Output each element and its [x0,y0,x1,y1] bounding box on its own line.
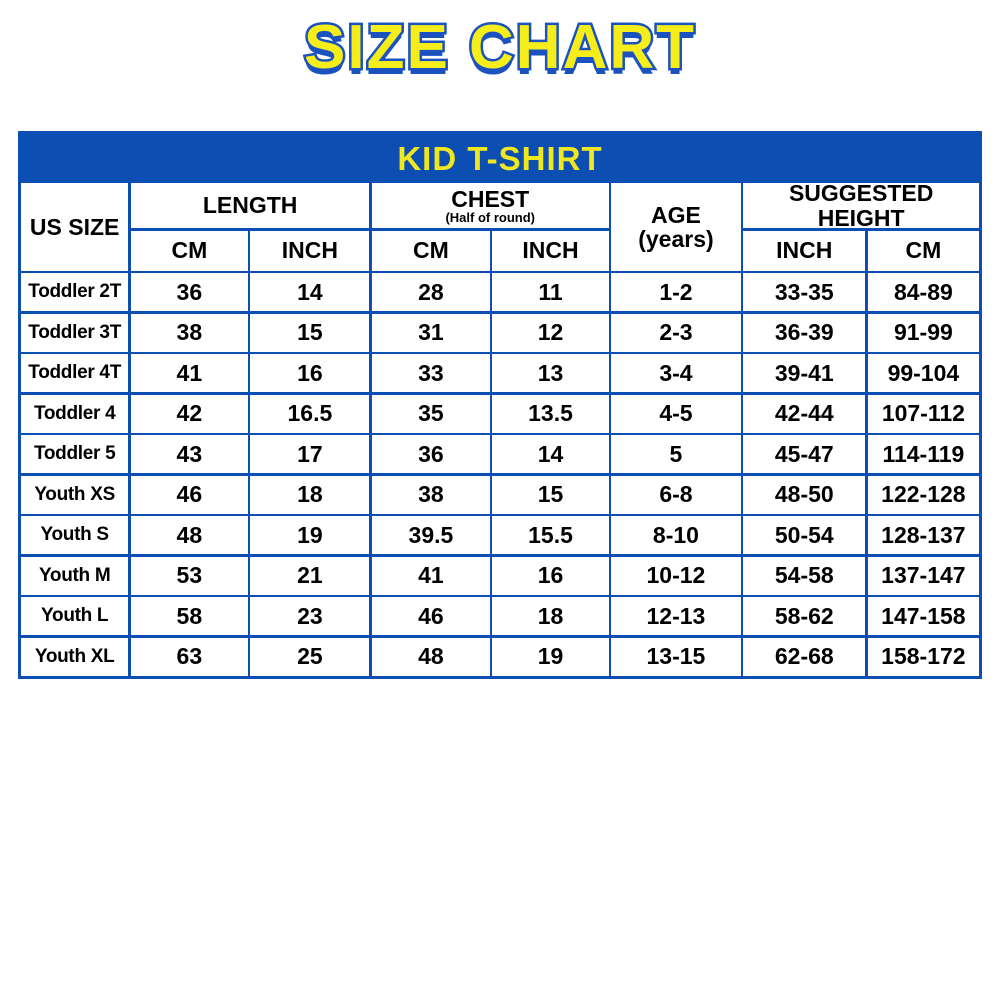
table-cell: 28 [372,273,490,311]
row-label: Youth XL [21,638,128,676]
table-cell: 46 [372,597,490,635]
table-cell: 19 [250,516,369,554]
row-label: Youth XS [21,476,128,514]
table-cell: 15.5 [492,516,608,554]
column-header-age [611,183,741,271]
table-cell: 46 [131,476,248,514]
table-cell: 15 [492,476,608,514]
table-cell: 62-68 [743,638,865,676]
table-cell: 2-3 [611,314,741,352]
table-cell: 122-128 [868,476,979,514]
table-cell: 35 [372,395,490,433]
table-cell: 16 [250,354,369,392]
table-cell: 53 [131,557,248,595]
column-header-chest-label: CHEST [451,185,530,212]
row-label: Youth M [21,557,128,595]
table-cell: 8-10 [611,516,741,554]
table-cell: 16.5 [250,395,369,433]
table-cell: 12-13 [611,597,741,635]
row-label: Toddler 5 [21,435,128,473]
table-cell: 48 [372,638,490,676]
table-cell: 39.5 [372,516,490,554]
row-label: Toddler 4T [21,354,128,392]
size-chart-table [18,131,982,679]
table-cell: 13 [492,354,608,392]
table-cell: 6-8 [611,476,741,514]
table-cell: 15 [250,314,369,352]
row-label: Toddler 2T [21,273,128,311]
column-header-chest [372,183,609,228]
table-cell: 45-47 [743,435,865,473]
table-cell: 21 [250,557,369,595]
table-cell: 107-112 [868,395,979,433]
subheader-height-inch: INCH [743,231,865,271]
table-cell: 84-89 [868,273,979,311]
table-cell: 137-147 [868,557,979,595]
table-cell: 13-15 [611,638,741,676]
table-cell: 14 [492,435,608,473]
table-cell: 33-35 [743,273,865,311]
table-cell: 91-99 [868,314,979,352]
table-cell: 99-104 [868,354,979,392]
subheader-height-cm: CM [868,231,979,271]
table-cell: 42-44 [743,395,865,433]
column-header-chest-note: (Half of round) [445,209,535,225]
table-cell: 16 [492,557,608,595]
column-header-suggested-height: SUGGESTED HEIGHT [743,183,979,228]
table-cell: 23 [250,597,369,635]
table-cell: 48-50 [743,476,865,514]
table-cell: 12 [492,314,608,352]
row-label: Youth S [21,516,128,554]
table-cell: 158-172 [868,638,979,676]
table-cell: 13.5 [492,395,608,433]
subheader-chest-cm: CM [372,231,490,271]
column-header-age-label: AGE [651,201,701,228]
table-cell: 38 [131,314,248,352]
table-cell: 14 [250,273,369,311]
table-cell: 41 [131,354,248,392]
table-cell: 25 [250,638,369,676]
row-label: Toddler 4 [21,395,128,433]
table-cell: 54-58 [743,557,865,595]
table-cell: 58-62 [743,597,865,635]
table-cell: 48 [131,516,248,554]
table-cell: 38 [372,476,490,514]
table-cell: 19 [492,638,608,676]
table-cell: 39-41 [743,354,865,392]
row-label: Toddler 3T [21,314,128,352]
column-header-age-unit: (years) [638,225,714,252]
table-cell: 5 [611,435,741,473]
table-cell: 58 [131,597,248,635]
column-header-us-size: US SIZE [21,183,128,271]
table-cell: 43 [131,435,248,473]
subheader-chest-inch: INCH [492,231,608,271]
table-cell: 1-2 [611,273,741,311]
table-cell: 36-39 [743,314,865,352]
table-cell: 17 [250,435,369,473]
table-cell: 18 [250,476,369,514]
table-cell: 11 [492,273,608,311]
subheader-length-cm: CM [131,231,248,271]
table-cell: 147-158 [868,597,979,635]
table-cell: 18 [492,597,608,635]
page-title: SIZE CHART [304,13,696,82]
table-cell: 42 [131,395,248,433]
table-grid [21,183,979,676]
table-cell: 63 [131,638,248,676]
column-header-length: LENGTH [131,183,370,228]
table-cell: 114-119 [868,435,979,473]
table-cell: 3-4 [611,354,741,392]
table-cell: 33 [372,354,490,392]
table-cell: 31 [372,314,490,352]
table-cell: 128-137 [868,516,979,554]
subheader-length-inch: INCH [250,231,369,271]
table-cell: 10-12 [611,557,741,595]
table-cell: 36 [131,273,248,311]
table-cell: 50-54 [743,516,865,554]
table-title-banner: KID T-SHIRT [397,139,603,177]
table-cell: 36 [372,435,490,473]
row-label: Youth L [21,597,128,635]
table-cell: 4-5 [611,395,741,433]
table-cell: 41 [372,557,490,595]
